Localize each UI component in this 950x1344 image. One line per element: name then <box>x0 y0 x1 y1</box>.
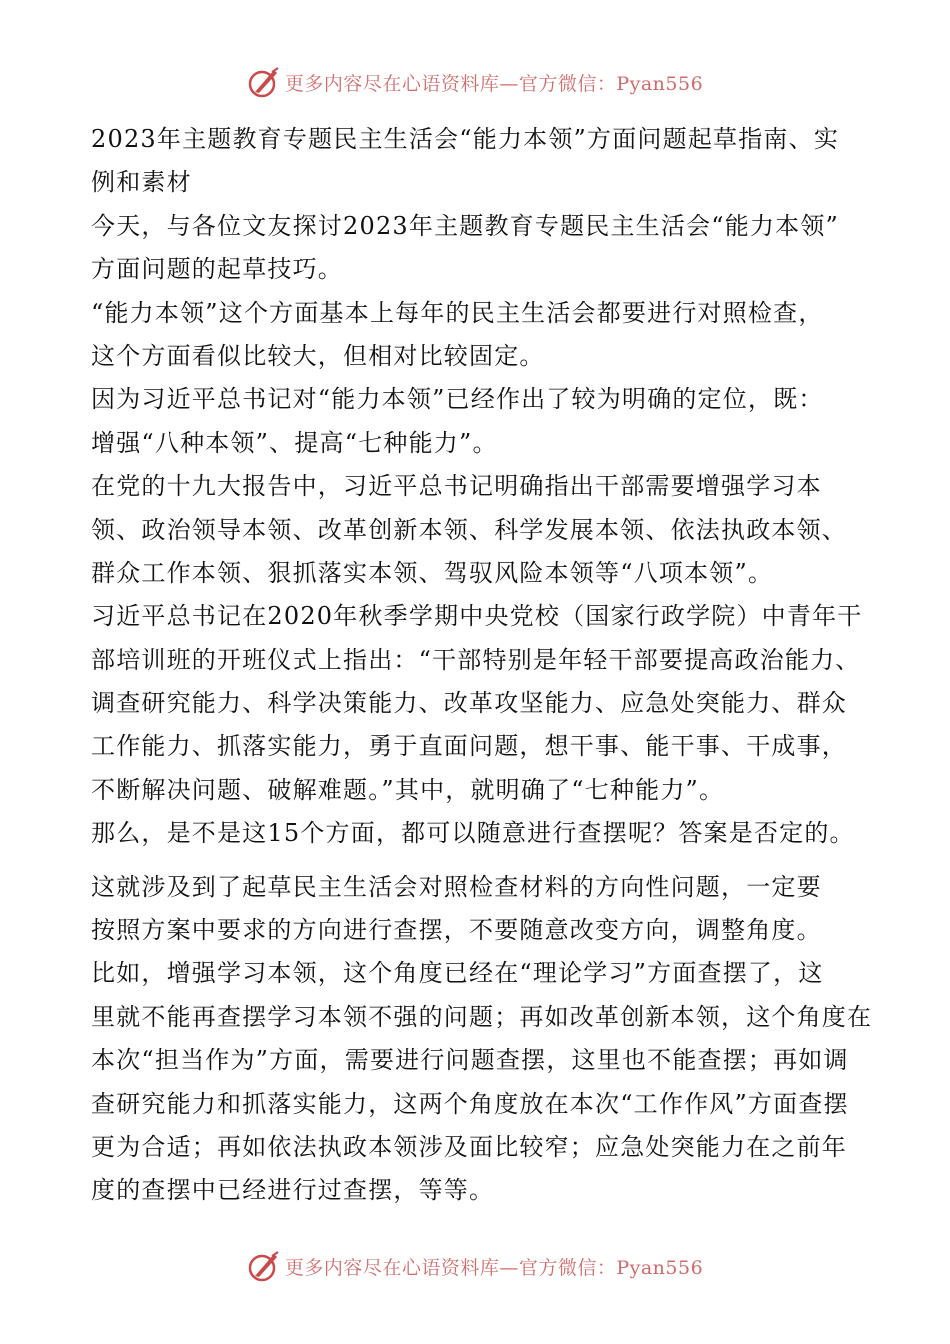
text-line: 部培训班的开班仪式上指出：“干部特别是年轻干部要提高政治能力、 <box>91 645 861 674</box>
text-line: 按照方案中要求的方向进行查摆，不要随意改变方向，调整角度。 <box>91 916 822 945</box>
text-line: 方面问题的起草技巧。 <box>91 255 343 284</box>
text-line: 比如，增强学习本领，这个角度已经在“理论学习”方面查摆了，这 <box>91 959 824 988</box>
text-line: 本次“担当作为”方面，需要进行问题查摆，这里也不能查摆；再如调 <box>91 1046 849 1075</box>
footer-watermark-banner <box>0 1246 950 1286</box>
text-line: 领、政治领导本领、改革创新本领、科学发展本领、依法执政本领、 <box>91 515 847 544</box>
text-line: 度的查摆中已经进行过查摆，等等。 <box>91 1176 495 1205</box>
text-line: 因为习近平总书记对“能力本领”已经作出了较为明确的定位，既： <box>91 385 824 414</box>
quill-pen-logo-icon <box>247 1249 281 1283</box>
text-line: 群众工作本领、狠抓落实本领、驾驭风险本领等“八项本领”。 <box>91 558 774 587</box>
document-title-line-1: 2023年主题教育专题民主生活会“能力本领”方面问题起草指南、实 <box>91 125 840 153</box>
text-line: 不断解决问题、破解难题。”其中，就明确了“七种能力”。 <box>91 775 725 804</box>
header-watermark-text: 更多内容尽在心语资料库—官方微信：Pyan556 <box>284 72 704 95</box>
text-line: 更为合适；再如依法执政本领涉及面比较窄；应急处突能力在之前年 <box>91 1132 847 1161</box>
header-watermark-banner <box>0 62 950 102</box>
text-line: 这个方面看似比较大，但相对比较固定。 <box>91 341 545 370</box>
text-line: 查研究能力和抓落实能力，这两个角度放在本次“工作作风”方面查摆 <box>91 1089 849 1118</box>
text-line: 这就涉及到了起草民主生活会对照检查材料的方向性问题，一定要 <box>91 872 822 901</box>
text-line: 习近平总书记在2020年秋季学期中央党校（国家行政学院）中青年干 <box>91 602 863 631</box>
text-line: 今天，与各位文友探讨2023年主题教育专题民主生活会“能力本领” <box>91 211 840 240</box>
text-line: 在党的十九大报告中，习近平总书记明确指出干部需要增强学习本 <box>91 472 822 501</box>
quill-pen-logo-icon <box>247 65 281 99</box>
text-line: “能力本领”这个方面基本上每年的民主生活会都要进行对照检查， <box>91 298 824 327</box>
document-title-line-2: 例和素材 <box>91 168 192 197</box>
text-line: 工作能力、抓落实能力，勇于直面问题，想干事、能干事、干成事， <box>91 732 847 761</box>
text-line: 那么，是不是这15个方面，都可以随意进行查摆呢？答案是否定的。 <box>91 819 855 848</box>
document-body <box>91 118 871 1213</box>
text-line: 调查研究能力、科学决策能力、改革攻坚能力、应急处突能力、群众 <box>91 689 847 718</box>
paragraph-gap <box>91 856 871 866</box>
footer-watermark-text: 更多内容尽在心语资料库—官方微信：Pyan556 <box>284 1256 704 1279</box>
text-line: 增强“八种本领”、提高“七种能力”。 <box>91 428 498 457</box>
text-line: 里就不能再查摆学习本领不强的问题；再如改革创新本领，这个角度在 <box>91 1002 873 1031</box>
